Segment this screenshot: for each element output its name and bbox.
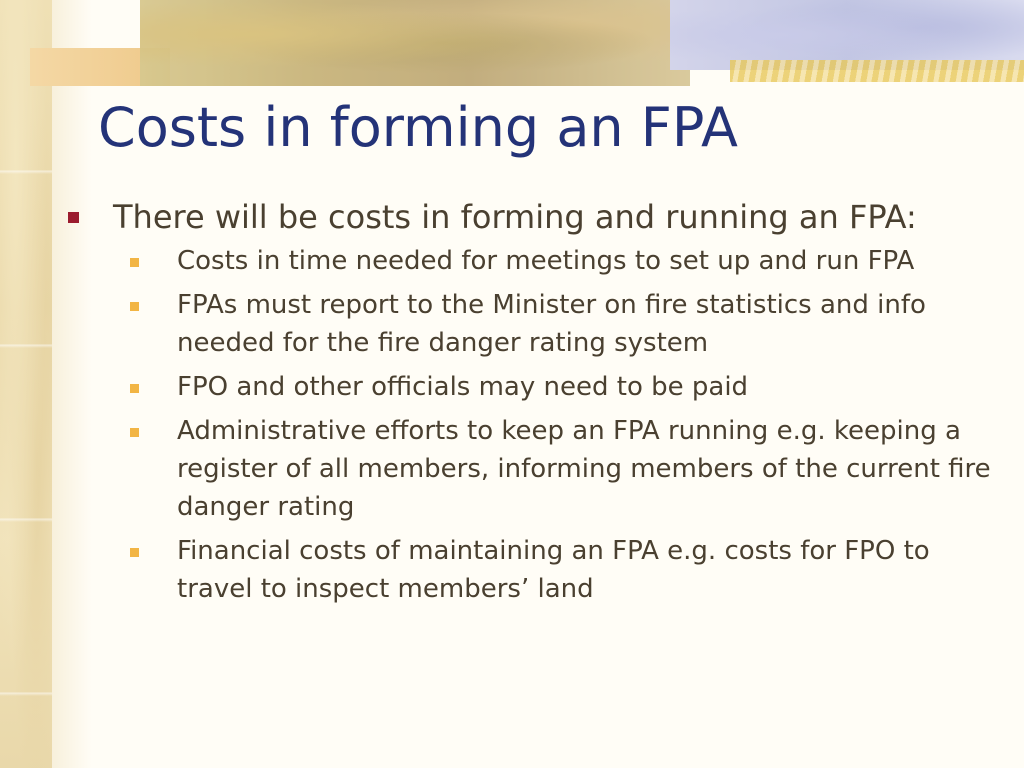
slide-body — [60, 196, 1010, 614]
square-bullet-icon — [130, 384, 139, 393]
sub-bullet-item — [60, 242, 1010, 280]
banner-leaf-image — [140, 0, 690, 86]
square-bullet-icon — [130, 548, 139, 557]
decorative-left-strip — [0, 0, 52, 768]
sub-bullet-item — [60, 368, 1010, 406]
square-bullet-icon — [130, 258, 139, 267]
sub-bullet-item — [60, 532, 1010, 608]
square-bullet-icon — [130, 302, 139, 311]
sub-bullet-text: Financial costs of maintaining an FPA e.g. costs for FPO to travel to inspect members’ land — [177, 536, 930, 604]
decorative-banner — [30, 0, 1024, 88]
sub-bullet-list — [60, 242, 1010, 608]
banner-gold-texture — [730, 60, 1024, 82]
main-bullet-item — [60, 196, 1010, 238]
sub-bullet-item — [60, 412, 1010, 526]
sub-bullet-text: FPO and other officials may need to be paid — [177, 372, 749, 402]
main-bullet-text: There will be costs in forming and running an FPA: — [113, 198, 917, 236]
sub-bullet-text: Costs in time needed for meetings to set up and run FPA — [177, 246, 915, 276]
square-bullet-icon — [68, 212, 79, 223]
square-bullet-icon — [130, 428, 139, 437]
sub-bullet-text: FPAs must report to the Minister on fire statistics and info needed for the fire danger rating system — [177, 290, 926, 358]
sub-bullet-text: Administrative efforts to keep an FPA running e.g. keeping a register of all members, informing members of the current fire danger rating — [177, 416, 991, 522]
sub-bullet-item — [60, 286, 1010, 362]
slide-title: Costs in forming an FPA — [98, 96, 738, 159]
